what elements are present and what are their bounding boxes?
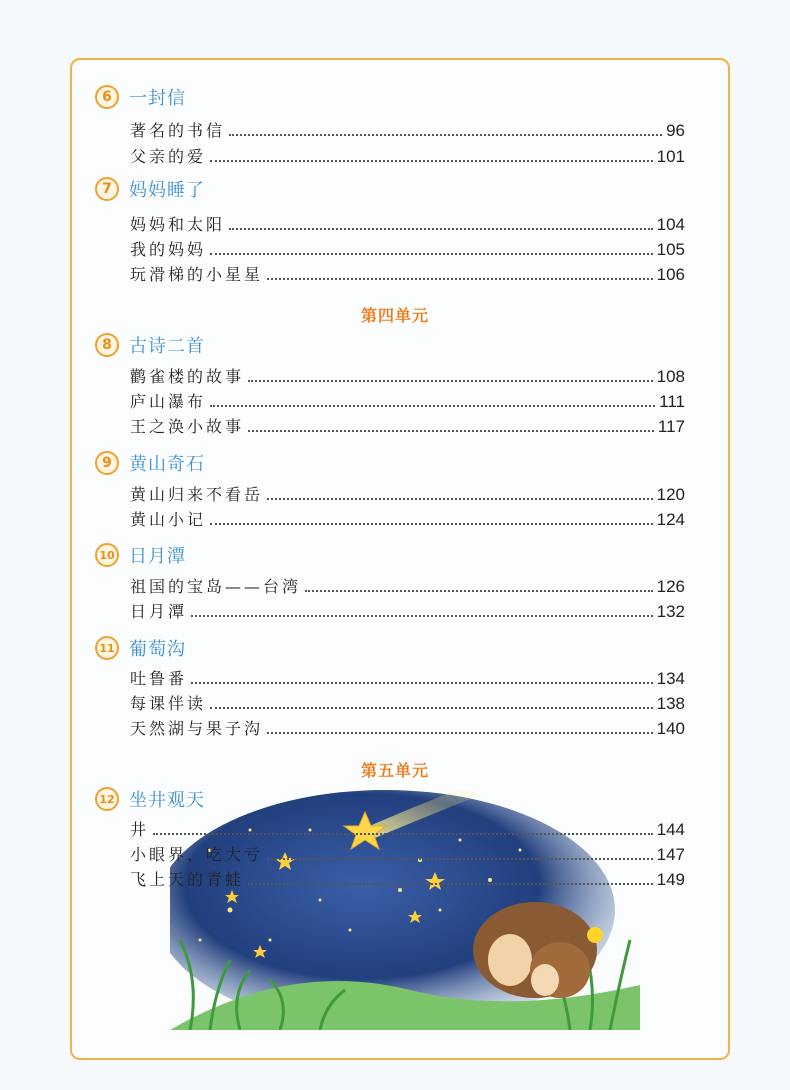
entry-page: 111 (659, 392, 685, 411)
dot-leader (248, 380, 653, 382)
entry-page: 132 (656, 602, 685, 621)
entry-title: 黄山小记 (130, 510, 207, 529)
dot-leader (191, 615, 653, 617)
toc-entry[interactable] (130, 364, 685, 387)
entry-page: 134 (656, 669, 685, 688)
entry-page: 106 (656, 265, 685, 284)
entry-page: 104 (656, 215, 685, 234)
entry-title: 每课伴读 (130, 694, 207, 713)
entry-title: 吐鲁番 (130, 669, 188, 688)
lesson-number-badge: 8 (95, 333, 119, 357)
entry-page: 126 (656, 577, 685, 596)
dot-leader (210, 253, 653, 255)
lesson-title: 一封信 (129, 88, 186, 109)
dot-leader (229, 228, 653, 230)
dot-leader (248, 430, 654, 432)
entry-page: 144 (656, 820, 685, 839)
unit-heading: 第五单元 (360, 761, 429, 780)
lesson-10-heading (95, 542, 186, 568)
lesson-title: 坐井观天 (129, 790, 205, 811)
dot-leader (210, 523, 653, 525)
toc-entry[interactable] (130, 262, 685, 285)
entry-title: 井 (130, 820, 150, 839)
toc-entry[interactable] (130, 237, 685, 260)
toc-entry[interactable] (130, 482, 685, 505)
unit-heading: 第四单元 (360, 306, 429, 325)
toc-entry[interactable] (130, 144, 685, 167)
dot-leader (267, 278, 653, 280)
entry-title: 鹳雀楼的故事 (130, 367, 245, 386)
entry-title: 父亲的爱 (130, 147, 207, 166)
toc-entry[interactable] (130, 118, 685, 141)
toc-entry[interactable] (130, 817, 685, 840)
lesson-number-badge: 7 (95, 177, 119, 201)
entry-page: 105 (656, 240, 685, 259)
lesson-7-heading (95, 176, 205, 202)
toc-entry[interactable] (130, 212, 685, 235)
baby-hedgehog-face (531, 964, 559, 996)
entry-title: 天然湖与果子沟 (130, 719, 264, 738)
dandelion-icon (587, 927, 603, 943)
dot-leader (191, 682, 653, 684)
lesson-8-heading (95, 332, 205, 358)
lesson-12-heading (95, 786, 205, 812)
lesson-9-heading (95, 450, 205, 476)
entry-title: 著名的书信 (130, 121, 226, 140)
lesson-number-badge: 6 (95, 85, 119, 109)
dot-leader (210, 707, 653, 709)
lesson-6-heading (95, 84, 186, 110)
entry-title: 飞上天的青蛙 (130, 870, 245, 889)
entry-page: 101 (656, 147, 685, 166)
dot-leader (305, 590, 653, 592)
lesson-number-badge: 12 (95, 787, 119, 811)
lesson-number-badge: 10 (95, 543, 119, 567)
entry-page: 138 (656, 694, 685, 713)
entry-page: 149 (656, 870, 685, 889)
toc-entry[interactable] (130, 599, 685, 622)
lesson-title: 黄山奇石 (129, 454, 205, 475)
entry-title: 日月潭 (130, 602, 188, 621)
dot-leader (210, 160, 653, 162)
toc-entry[interactable] (130, 842, 685, 865)
toc-entry[interactable] (130, 414, 685, 437)
entry-title: 王之涣小故事 (130, 417, 245, 436)
entry-title: 小眼界，吃大亏 (130, 845, 264, 864)
entry-page: 140 (656, 719, 685, 738)
dot-leader (267, 498, 653, 500)
entry-page: 96 (666, 121, 685, 140)
dot-leader (229, 134, 662, 136)
dot-leader (210, 405, 655, 407)
lesson-11-heading (95, 635, 186, 661)
toc-entry[interactable] (130, 867, 685, 890)
entry-page: 124 (656, 510, 685, 529)
hedgehog-face (488, 934, 532, 986)
lesson-number-badge: 11 (95, 636, 119, 660)
entry-page: 147 (656, 845, 685, 864)
lesson-title: 妈妈睡了 (129, 180, 205, 201)
entry-page: 108 (656, 367, 685, 386)
dot-leader (267, 858, 653, 860)
lesson-title: 葡萄沟 (129, 639, 186, 660)
toc-entry[interactable] (130, 389, 685, 412)
toc-entry[interactable] (130, 716, 685, 739)
entry-title: 黄山归来不看岳 (130, 485, 264, 504)
entry-title: 妈妈和太阳 (130, 215, 226, 234)
entry-title: 祖国的宝岛——台湾 (130, 577, 302, 596)
entry-page: 117 (657, 417, 685, 436)
entry-title: 玩滑梯的小星星 (130, 265, 264, 284)
toc-entry[interactable] (130, 666, 685, 689)
lesson-title: 古诗二首 (129, 336, 205, 357)
entry-page: 120 (656, 485, 685, 504)
toc-entry[interactable] (130, 691, 685, 714)
dot-leader (248, 883, 653, 885)
lesson-title: 日月潭 (129, 546, 186, 567)
toc-entry[interactable] (130, 507, 685, 530)
dot-leader (267, 732, 653, 734)
entry-title: 我的妈妈 (130, 240, 207, 259)
lesson-number-badge: 9 (95, 451, 119, 475)
toc-entry[interactable] (130, 574, 685, 597)
entry-title: 庐山瀑布 (130, 392, 207, 411)
dot-leader (153, 833, 653, 835)
